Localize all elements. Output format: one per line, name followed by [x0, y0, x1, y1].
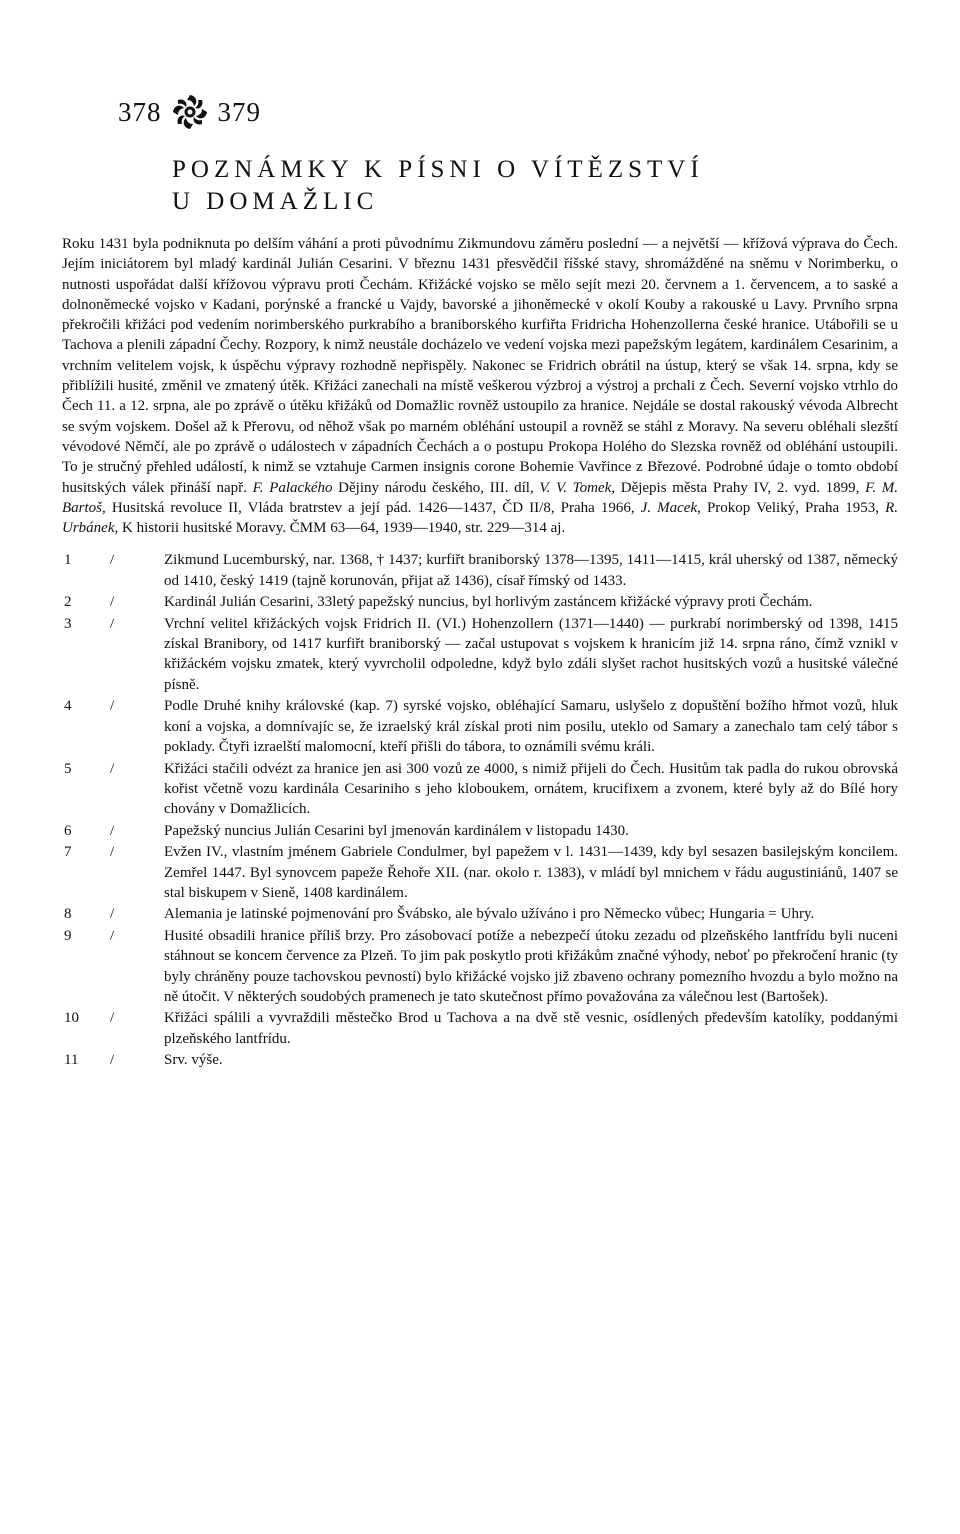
note-separator: / [110, 698, 115, 715]
note-text: Křižáci spálili a vyvraždili městečko Brod u Tachova a na dvě stě vesnic, osídlených především katolíky, poddanými plzeňského lantfrídu. [164, 1010, 898, 1047]
page-numbers [118, 82, 898, 142]
note-number: 1 [64, 552, 72, 569]
note-item [62, 842, 898, 903]
note-separator: / [110, 927, 115, 944]
note-separator: / [110, 906, 115, 923]
note-text: Zikmund Lucemburský, nar. 1368, † 1437; kurfiřt braniborský 1378—1395, 1411—1415, král uherský od 1387, německý od 1410, český 1419 (tajně korunován, přijat až 1436), císař římský od 1433. [164, 552, 898, 589]
citation-author: J. Macek, [640, 499, 701, 516]
note-text: Husité obsadili hranice příliš brzy. Pro zásobovací potíže a nebezpečí útoku zezadu od plzeňského lantfrídu byli nuceni stáhnout se koncem července za Plzeň. To jim pak poskytlo proti křižákům značné výhody, neboť po překročení hranic (ty byly chráněny pouze tachovskou pevností) bylo křižácké vojsko již zbaveno ochrany pomezního hvozdu a bylo možno na ně útočit. V některých soudobých pramenech je tato skutečnost přímo považována za válečnou lest (Bartošek). [164, 927, 898, 1005]
note-text: Křižáci stačili odvézt za hranice jen asi 300 vozů ze 4000, s nimiž přijeli do Čech. Husitům tak padla do rukou obrovská kořist včetně vozu kardinála Cesariniho s jeho kloboukem, ornátem, krucifixem a zvonem, které byly až do Bílé hory chovány v Domažlicích. [164, 760, 898, 818]
note-text: Papežský nuncius Julián Cesarini byl jmenován kardinálem v listopadu 1430. [164, 822, 629, 839]
citation-author: R. Urbánek, [62, 499, 898, 537]
note-item [62, 1008, 898, 1049]
note-number: 2 [64, 594, 72, 611]
note-text: Kardinál Julián Cesarini, 33letý papežský nuncius, byl horlivým zastáncem křižácké výpravy proti Čechám. [164, 594, 813, 611]
note-item [62, 926, 898, 1008]
note-number: 4 [64, 698, 72, 715]
note-text: Podle Druhé knihy královské (kap. 7) syrské vojsko, obléhající Samaru, uslyšelo z dopuštění božího hřmot vozů, hluk koní a vojska, a domnívajíc se, že izraelský král získal proti nim posilu, uteklo od Samary a zanechalo tam celý tábor s poklady. Čtyři izraelští malomocní, kteří přišli do tábora, to oznámili svému králi. [164, 698, 898, 756]
note-separator: / [110, 844, 115, 861]
note-item [62, 614, 898, 696]
note-text: Srv. výše. [164, 1052, 223, 1069]
note-item [62, 904, 898, 924]
note-text: Evžen IV., vlastním jménem Gabriele Condulmer, byl papežem v l. 1431—1439, kdy byl sesazen basilejským koncilem. Zemřel 1447. Byl synovcem papeže Řehoře XII. (nar. okolo r. 1383), v mládí byl mnichem v řádu augustiniánů, 1407 se stal biskupem v Sieně, 1408 kardinálem. [164, 844, 898, 901]
citation-author: F. M. Bartoš, [62, 479, 899, 516]
note-number: 11 [64, 1052, 79, 1069]
intro-paragraph [62, 234, 898, 538]
note-separator: / [110, 1010, 115, 1027]
note-separator: / [110, 552, 115, 569]
citation-text: K historii husitské Moravy. ČMM 63—64, 1939—1940, str. 229—314 aj. [118, 520, 566, 537]
citation-text: Prokop Veliký, Praha 1953, [700, 499, 886, 516]
note-number: 6 [64, 822, 72, 839]
note-item [62, 592, 898, 612]
citation-text: Husitská revoluce II, Vláda bratrstev a její pád. 1426—1437, ČD II/8, Praha 1966, [105, 499, 641, 516]
right-page-number: 379 [217, 96, 261, 127]
note-number: 7 [64, 844, 72, 861]
note-item [62, 696, 898, 757]
page-title [172, 154, 898, 218]
title-line-2: U DOMAŽLIC [172, 188, 379, 215]
page [62, 82, 898, 1072]
left-page-number: 378 [118, 96, 162, 127]
note-text: Vrchní velitel křižáckých vojsk Fridrich II. (VI.) Hohenzollern (1371—1440) — purkrabí norimberský od 1398, 1415 získal Branibory, od 1417 kurfiřt braniborský — začal ustupovat s vojskem k hranicím již 14. srpna ráno, čímž vznikl v křižáckém vojsku zmatek, který vyvrcholil odpoledne, když bylo zdáli slyšet rachot husitských vozů a husitské válečné písně. [164, 615, 898, 693]
note-item [62, 821, 898, 841]
note-text: Alemania je latinské pojmenování pro Švábsko, ale bývalo užíváno i pro Německo vůbec; Hungaria = Uhry. [164, 906, 815, 923]
notes-list [62, 550, 898, 1070]
note-separator: / [110, 615, 115, 632]
note-separator: / [110, 760, 115, 777]
intro-text: Roku 1431 byla podniknuta po delším váhání a proti původnímu Zikmundovu záměru poslední — a největší — křížová výprava do Čech. Jejím iniciátorem byl mladý kardinál Julián Cesarini. V březnu 1431 přesvědčil říšské stavy, shromážděné na sněmu v Norimberku, o nutnosti uspořádat další křížovou výpravu proti Čechám. Křižácké vojsko se mělo sejít mezi 20. červnem a 1. červencem, a to saské a dolnoněmecké vojsko v Kadani, porýnské a francké u Vajdy, bavorské a jihoněmecké v okolí Kouby a rakouské u Lavy. Prvního srpna překročili křižáci pod vedením norimberského purkrabího a braniborského kurfiřta Fridricha Hohenzollerna české hranice. Utábořili se u Tachova a plenili západní Čechy. Rozpory, k nimž neustále docházelo ve vedení vojska mezi papežským legátem, kardinálem Cesarinim, a vrchním velitelem vojsk, k úspěchu výpravy rozhodně nepřispěly. Nakonec se Fridrich obrátil na ústup, který se však 14. srpna, kdy se přiblížili husité, změnil ve zmatený útěk. Křižáci zanechali na místě veškerou výzbroj a výstroj a prchali z Čech. Severní vojsko vtrhlo do Čech 11. a 12. srpna, ale po zprávě o útěku křižáků od Domažlic rovněž ustoupilo za hranice. Nejdále se dostal rakouský vévoda Albrecht se svým vojskem. Došel až k Přerovu, od něhož však po marném obléhání ustoupil a rovněž se stáhl z Moravy. Na severu obléhali slezští vévodové Němčí, ale po zprávě o událostech v západních Čechách a o postupu Prokopa Holého do Slezska rovněž od obléhání ustoupili. To je stručný přehled událostí, k nimž se vztahuje Carmen insignis corone Bohemie Vavřince z Březové. Podrobné údaje o tomto období husitských válek přináší např. [62, 236, 898, 496]
citation-text: Dějiny národu českého, III. díl, [332, 479, 540, 496]
title-line-1: POZNÁMKY K PÍSNI O VÍTĚZSTVÍ [172, 156, 704, 183]
note-separator: / [110, 822, 115, 839]
note-number: 9 [64, 927, 72, 944]
note-item [62, 550, 898, 591]
note-number: 5 [64, 760, 72, 777]
citation-text: Dějepis města Prahy IV, 2. vyd. 1899, [615, 479, 866, 496]
note-number: 10 [64, 1010, 79, 1027]
note-separator: / [110, 594, 115, 611]
pinwheel-sun-ornament-icon [170, 92, 210, 132]
citation-author: F. Palackého [252, 479, 333, 496]
note-item [62, 1050, 898, 1070]
citation-author: V. V. Tomek, [539, 479, 616, 496]
note-number: 8 [64, 906, 72, 923]
note-separator: / [110, 1052, 115, 1069]
note-number: 3 [64, 615, 72, 632]
note-item [62, 759, 898, 820]
